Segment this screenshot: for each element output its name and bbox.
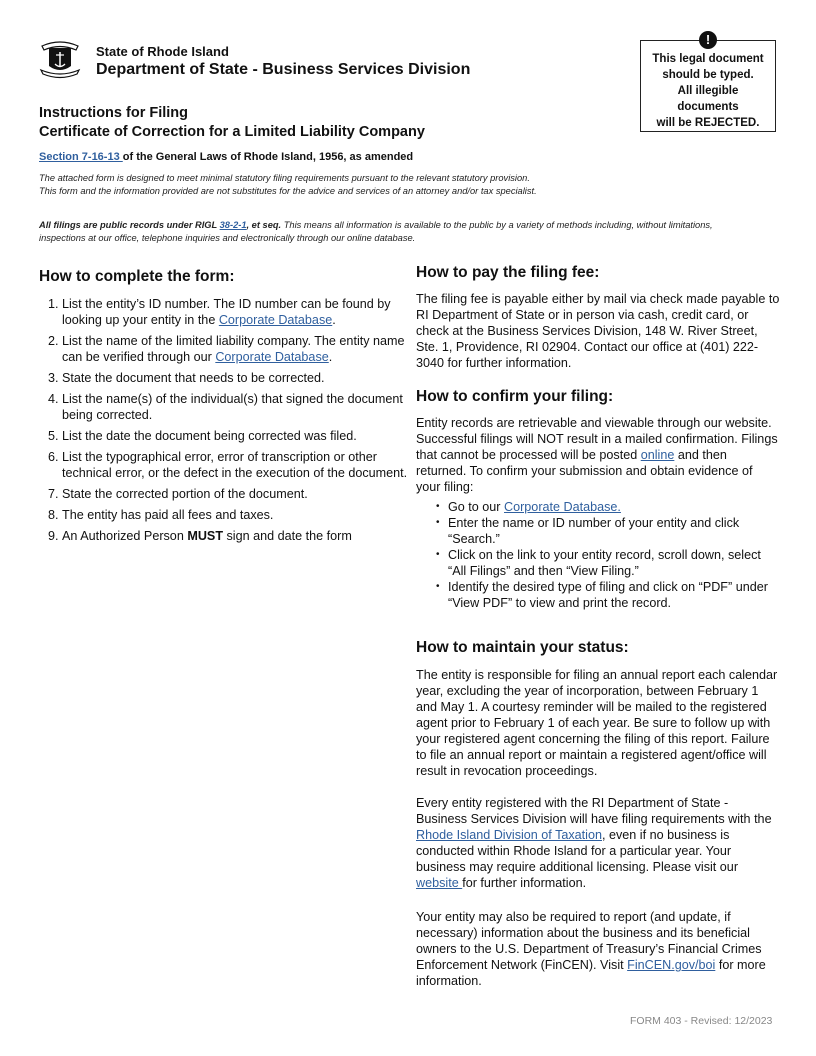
- header-state: State of Rhode Island: [96, 44, 229, 59]
- step-item: 6. List the typographical error, error of transcription or other technical error, or the defect in the execution of the document.: [62, 449, 427, 481]
- page-subtitle: Certificate of Correction for a Limited Liability Company: [39, 124, 425, 140]
- step-item: 7. State the corrected portion of the document.: [62, 486, 427, 502]
- division-of-taxation-link[interactable]: Rhode Island Division of Taxation: [416, 828, 602, 842]
- website-link[interactable]: website: [416, 876, 463, 890]
- maintain-para-2: Every entity registered with the RI Department of State - Business Services Division will have filing requirements with the Rhode Island Division of Taxation, even if no business is conducted within Rhode Island for a particular year. Your business may require additional licensing. Please visit our website for further information.: [416, 796, 772, 890]
- pay-heading: How to pay the filing fee:: [416, 264, 600, 281]
- notice-line: All illegible: [677, 85, 739, 97]
- maintain-heading: How to maintain your status:: [416, 639, 629, 656]
- disclaimer-line: This form and the information provided are not substitutes for the advice and services of an attorney and/or tax specialist.: [39, 186, 537, 196]
- corporate-database-link[interactable]: Corporate Database: [215, 350, 329, 364]
- disclaimer: [39, 172, 537, 198]
- notice-line: This legal document: [652, 53, 764, 65]
- exclamation-icon: !: [699, 31, 717, 49]
- public-records-text: This means all information is available to the public by a variety of methods including, without limitations, inspections at our office, telephone inquiries and electronically through our online database.: [39, 220, 713, 243]
- online-link[interactable]: online: [640, 448, 675, 462]
- law-text: of the General Laws of Rhode Island, 1956, as amended: [122, 151, 414, 163]
- maintain-para-3: Your entity may also be required to report (and update, if necessary) information about the business and its beneficial owners to the U.S. Department of Treasury’s Financial Crimes Enforcement Network (FinCEN). Visit FinCEN.gov/boi for more information.: [416, 910, 766, 988]
- public-records-suffix: , et seq.: [246, 220, 282, 230]
- corporate-database-link[interactable]: Corporate Database: [218, 313, 333, 327]
- confirm-body: Entity records are retrievable and viewable through our website. Successful filings will NOT result in a mailed confirmation. Filings that cannot be processed will be posted online and then returned. To confirm your submission and obtain evidence of your filing: • Go to our Corporate Database. • Enter the name or ID number of your entity and click “Search.” • Click on the link to your entity record, scroll down, select “All Filings” and then “View Filing.” • Identify the desired type of filing and click on “PDF” under “View PDF” to view and print the record.: [416, 415, 780, 611]
- page-title: Instructions for Filing: [39, 105, 189, 121]
- public-records-prefix: All filings are public records under RIGL: [39, 220, 220, 230]
- notice-line: will be REJECTED.: [656, 117, 760, 129]
- bullet-item: • Identify the desired type of filing and click on “PDF” under “View PDF” to view and print the record.: [448, 579, 780, 611]
- step-item: 9. An Authorized Person MUST sign and date the form: [62, 528, 427, 544]
- step-item: 8. The entity has paid all fees and taxes.: [62, 507, 427, 523]
- complete-steps-list: [39, 296, 427, 549]
- step-item: 4. List the name(s) of the individual(s) that signed the document being corrected.: [62, 391, 427, 423]
- public-records-notice: [39, 219, 739, 245]
- confirm-heading: How to confirm your filing:: [416, 388, 614, 405]
- step-item: 2. List the name of the limited liability company. The entity name can be verified through our Corporate Database.: [62, 333, 427, 365]
- pay-body: The filing fee is payable either by mail via check made payable to RI Department of State or in person via cash, credit card, or check at the Business Services Division, 148 W. River Street, Ste. 1, Providence, RI 02904. Contact our office at (401) 222-3040 for further information.: [416, 292, 780, 370]
- confirm-steps-list: [416, 499, 780, 611]
- notice-line: should be typed.: [662, 69, 754, 81]
- notice-line: documents: [677, 101, 739, 113]
- bullet-item: • Go to our Corporate Database.: [448, 499, 780, 515]
- fincen-link[interactable]: FinCEN.gov/boi: [627, 958, 716, 972]
- corporate-database-link[interactable]: Corporate Database.: [504, 500, 621, 514]
- bullet-item: • Enter the name or ID number of your entity and click “Search.”: [448, 515, 780, 547]
- typed-notice-box: [640, 32, 776, 132]
- step-item: 1. List the entity’s ID number. The ID number can be found by looking up your entity in the Corporate Database.: [62, 296, 427, 328]
- bullet-item: • Click on the link to your entity record, scroll down, select “All Filings” and then “View Filing.”: [448, 547, 780, 579]
- state-seal-icon: [38, 38, 82, 80]
- complete-heading: How to complete the form:: [39, 268, 235, 285]
- header-department: Department of State - Business Services Division: [96, 61, 471, 78]
- section-link[interactable]: Section 7-16-13: [39, 151, 123, 163]
- law-reference: [39, 151, 413, 163]
- maintain-para-1: The entity is responsible for filing an annual report each calendar year, excluding the year of incorporation, between February 1 and May 1. A courtesy reminder will be mailed to the registered agent prior to February 1 of each year. Be sure to follow up with your registered agent concerning the filing of this report. Failure to file an annual report or maintain a registered agent/office will result in revocation proceedings.: [416, 668, 778, 778]
- step-item: 5. List the date the document being corrected was filed.: [62, 428, 427, 444]
- step-item: 3. State the document that needs to be corrected.: [62, 370, 427, 386]
- disclaimer-line: The attached form is designed to meet minimal statutory filing requirements pursuant to the relevant statutory provision.: [39, 173, 530, 183]
- form-revision: FORM 403 - Revised: 12/2023: [630, 1015, 773, 1027]
- rigl-link[interactable]: 38-2-1: [219, 220, 247, 230]
